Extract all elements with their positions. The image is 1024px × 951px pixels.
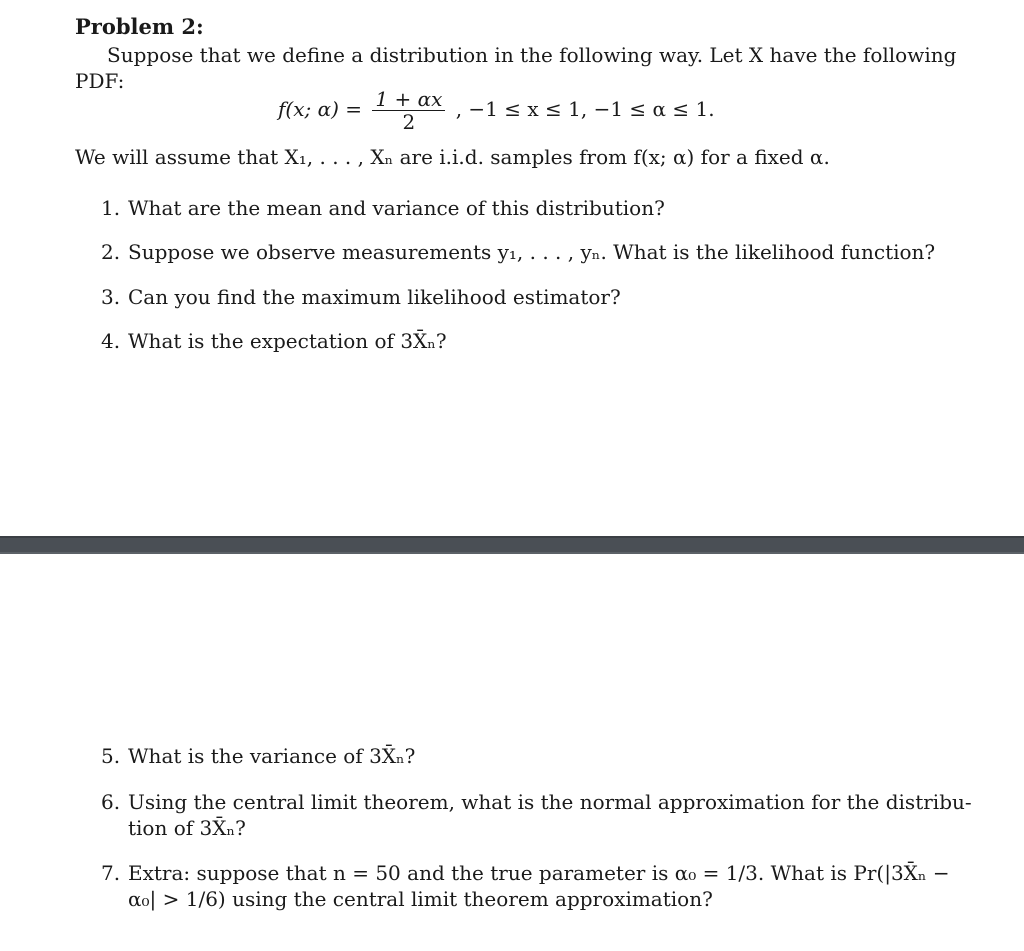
question-number: 3. <box>101 285 121 309</box>
question-item <box>101 789 972 815</box>
question-item <box>101 239 935 265</box>
question-item <box>101 860 950 886</box>
question-text-continued: α₀| > 1/6) using the central limit theorem approximation? <box>128 887 713 911</box>
question-text: What is the variance of 3X̄ₙ? <box>128 744 416 768</box>
intro-line-2: PDF: <box>75 69 125 93</box>
question-item <box>101 328 447 354</box>
question-text: What is the expectation of 3X̄ₙ? <box>128 329 447 353</box>
question-number: 5. <box>101 744 121 768</box>
pdf-lhs: f(x; α) = <box>278 97 363 121</box>
pdf-numerator: 1 + αx <box>372 88 445 111</box>
question-text: Can you find the maximum likelihood estimator? <box>128 285 621 309</box>
pdf-denominator: 2 <box>402 110 416 134</box>
pdf-fraction <box>372 88 445 133</box>
question-number: 6. <box>101 790 121 814</box>
question-number: 2. <box>101 240 121 264</box>
page-divider <box>0 536 1024 554</box>
question-number: 7. <box>101 861 121 885</box>
intro-line-1: Suppose that we define a distribution in the following way. Let X have the following <box>107 43 957 67</box>
pdf-equation <box>278 88 715 133</box>
question-text: Extra: suppose that n = 50 and the true parameter is α₀ = 1/3. What is Pr(|3X̄ₙ − <box>128 861 950 885</box>
question-text-continued: tion of 3X̄ₙ? <box>128 816 246 840</box>
assumption-text: We will assume that X₁, . . . , Xₙ are i.i.d. samples from f(x; α) for a fixed α. <box>75 145 830 169</box>
question-item <box>101 284 621 310</box>
question-number: 1. <box>101 196 121 220</box>
question-text: Using the central limit theorem, what is the normal approximation for the distribu- <box>128 790 972 814</box>
question-text: What are the mean and variance of this distribution? <box>128 196 665 220</box>
question-text: Suppose we observe measurements y₁, . . . , yₙ. What is the likelihood function? <box>128 240 936 264</box>
question-item <box>101 195 665 221</box>
question-number: 4. <box>101 329 121 353</box>
page-bottom <box>0 554 1024 951</box>
problem-title: Problem 2: <box>75 14 204 39</box>
pdf-conditions: , −1 ≤ x ≤ 1, −1 ≤ α ≤ 1. <box>455 97 715 121</box>
question-item <box>101 743 415 769</box>
